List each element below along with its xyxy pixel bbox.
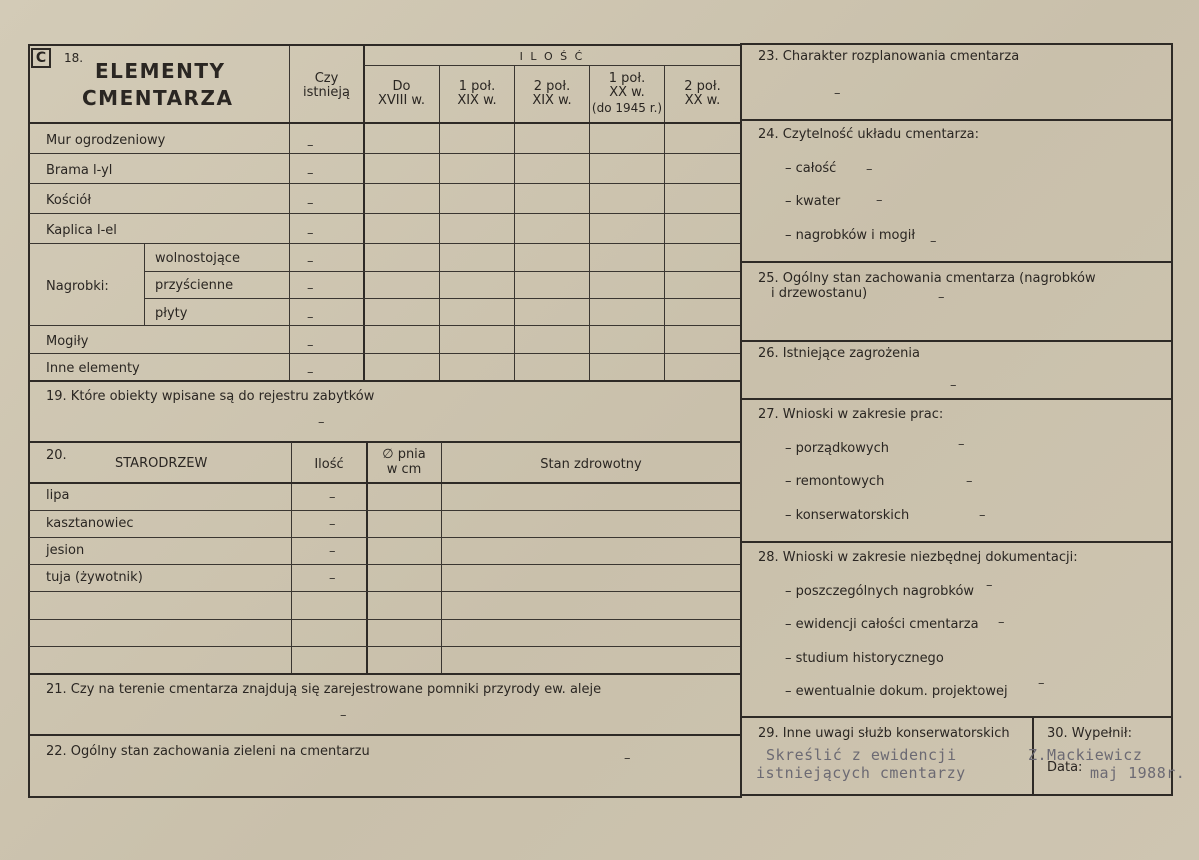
s18-row-exists: – <box>307 196 314 211</box>
s18-title-line2: CMENTARZA <box>82 86 234 110</box>
s19-value: – <box>318 415 325 430</box>
s27-item-value: – <box>966 474 973 489</box>
s28-item-label: – ewentualnie dokum. projektowej <box>785 684 1008 699</box>
period-1-line2: XVIII w. <box>377 93 425 108</box>
s18-row-exists: – <box>307 226 314 241</box>
s20-col-diam-line1: ∅ pnia <box>382 447 426 462</box>
period-4-line3: (do 1945 r.) <box>591 101 663 115</box>
s25-label-line2: i drzewostanu) <box>771 286 868 301</box>
s24-item-label: – nagrobków i mogił <box>785 228 916 243</box>
s20-col-health: Stan zdrowotny <box>540 457 642 472</box>
s18-row-label: Kaplica l-el <box>46 223 117 238</box>
s26-value: – <box>950 378 957 393</box>
s20-tree-label: jesion <box>46 543 85 558</box>
s18-row-exists: – <box>307 338 314 353</box>
s28-item-label: – studium historycznego <box>785 651 944 666</box>
s28-item-label: – ewidencji całości cmentarza <box>785 617 979 632</box>
s24-item-value: – <box>866 162 873 177</box>
s25-value: – <box>938 290 945 305</box>
s30-date-label: Data: <box>1047 760 1083 775</box>
s20-tree-label: kasztanowiec <box>46 516 134 531</box>
nagrobki-label: Nagrobki: <box>46 279 109 294</box>
s20-tree-qty: – <box>329 571 336 586</box>
s24-item-label: – kwater <box>785 194 841 209</box>
s24-label: 24. Czytelność układu cmentarza: <box>758 127 980 142</box>
period-4-line1: 1 poł. <box>608 71 646 86</box>
s18-row-exists: – <box>307 254 314 269</box>
ilosc-header: I L O Ś Ć <box>519 50 585 63</box>
s20-title: STARODRZEW <box>115 456 208 471</box>
period-2-line1: 1 poł. <box>458 79 496 94</box>
s18-row-label: Brama l-yl <box>46 163 113 178</box>
s24-item-label: – całość <box>785 161 837 176</box>
s18-row-exists: – <box>307 365 314 380</box>
s18-row-exists: – <box>307 281 314 296</box>
s18-title-line1: ELEMENTY <box>95 59 226 83</box>
s20-tree-qty: – <box>329 517 336 532</box>
s29-label: 29. Inne uwagi służb konserwatorskich <box>758 726 1010 741</box>
s20-tree-qty: – <box>329 490 336 505</box>
s28-item-value: – <box>998 615 1005 630</box>
s30-date-value: maj 1988r. <box>1090 764 1186 782</box>
s27-item-value: – <box>958 437 965 452</box>
s26-label: 26. Istniejące zagrożenia <box>758 346 920 361</box>
s25-label-line1: 25. Ogólny stan zachowania cmentarza (nagrobków <box>758 271 1096 286</box>
s28-item-value: – <box>1038 676 1045 691</box>
s18-row-label: Mur ogrodzeniowy <box>46 133 166 148</box>
period-3-line1: 2 poł. <box>533 79 571 94</box>
s20-col-diam-line2: w cm <box>386 462 422 477</box>
s18-row-label: Kościół <box>46 193 92 208</box>
s23-value: – <box>834 86 841 101</box>
s30-label: 30. Wypełnił: <box>1047 726 1132 741</box>
s28-item-value: – <box>986 578 993 593</box>
s20-number: 20. <box>46 448 67 463</box>
s29-note-line2: istniejących cmentarzy <box>756 764 966 782</box>
s20-tree-qty: – <box>329 544 336 559</box>
s20-tree-label: lipa <box>46 488 70 503</box>
s22-value: – <box>624 751 631 766</box>
s28-label: 28. Wnioski w zakresie niezbędnej dokumentacji: <box>758 550 1078 565</box>
s28-item-label: – poszczególnych nagrobków <box>785 584 975 599</box>
period-2-line2: XIX w. <box>457 93 497 108</box>
s18-row-label: wolnostojące <box>155 251 240 266</box>
s24-item-value: – <box>930 234 937 249</box>
s24-item-value: – <box>876 193 883 208</box>
s18-number: 18. <box>64 51 84 65</box>
s27-item-label: – remontowych <box>785 474 885 489</box>
s29-note-line1: Skreślić z ewidencji <box>766 746 957 764</box>
period-1-line1: Do <box>392 79 411 94</box>
s18-row-exists: – <box>307 310 314 325</box>
s21-value: – <box>340 708 347 723</box>
s22-label: 22. Ogólny stan zachowania zieleni na cmentarzu <box>46 744 370 759</box>
period-3-line2: XIX w. <box>532 93 572 108</box>
s20-col-qty: Ilość <box>314 457 344 472</box>
s30-name: Z.Mackiewicz <box>1028 746 1143 764</box>
period-5-line1: 2 poł. <box>684 79 721 94</box>
s18-row-label: Mogiły <box>46 334 89 349</box>
s19-label: 19. Które obiekty wpisane są do rejestru zabytków <box>46 389 375 404</box>
s18-row-label: Inne elementy <box>46 361 140 376</box>
s21-label: 21. Czy na terenie cmentarza znajdują się zarejestrowane pomniki przyrody ew. aleje <box>46 682 602 697</box>
s27-label: 27. Wnioski w zakresie prac: <box>758 407 944 422</box>
s27-item-value: – <box>979 508 986 523</box>
s18-row-exists: – <box>307 138 314 153</box>
section-letter-box: C <box>31 48 51 68</box>
s18-row-label: przyścienne <box>155 278 234 293</box>
s18-row-exists: – <box>307 166 314 181</box>
period-4-line2: XX w. <box>609 85 645 100</box>
s18-row-label: płyty <box>155 306 188 321</box>
col-exists-line2: istnieją <box>303 85 350 100</box>
s27-item-label: – porządkowych <box>785 441 889 456</box>
s23-label: 23. Charakter rozplanowania cmentarza <box>758 49 1020 64</box>
col-exists-line1: Czy <box>314 71 339 86</box>
s27-item-label: – konserwatorskich <box>785 508 910 523</box>
s20-tree-label: tuja (żywotnik) <box>46 570 143 585</box>
period-5-line2: XX w. <box>684 93 721 108</box>
